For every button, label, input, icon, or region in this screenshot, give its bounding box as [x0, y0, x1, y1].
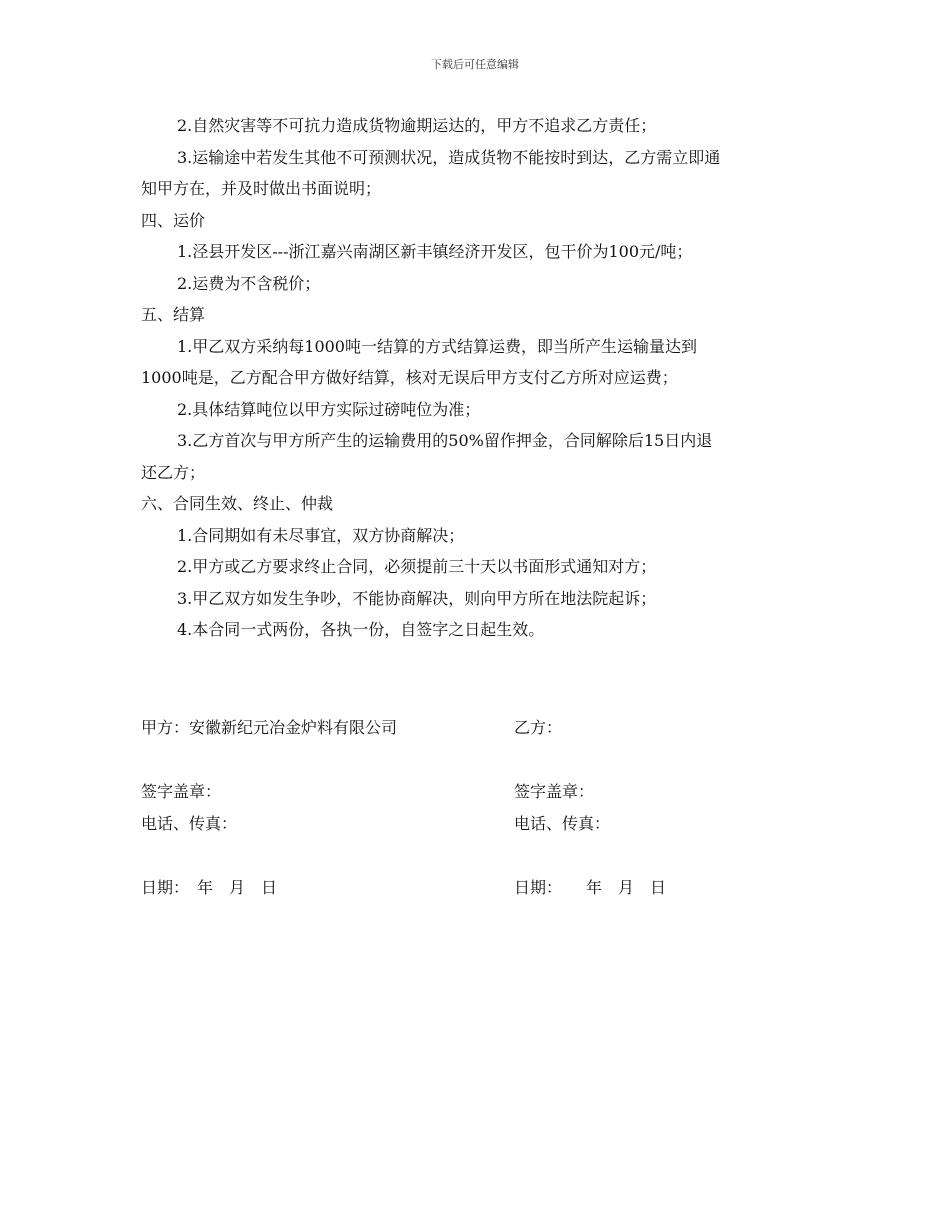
clause-line: 2.运费为不含税价； — [177, 273, 321, 293]
seal-row — [141, 776, 821, 808]
signature-block — [141, 712, 821, 897]
clause-line: 还乙方； — [141, 462, 206, 482]
clause-line: 2.甲方或乙方要求终止合同，必须提前三十天以书面形式通知对方； — [177, 557, 657, 576]
clause-line: 2.具体结算吨位以甲方实际过磅吨位为准； — [177, 399, 481, 419]
party-b-date: 日期： 年 月 日 — [514, 878, 667, 897]
party-a-date: 日期： 年 月 日 — [141, 878, 278, 897]
clause-line: 2.自然灾害等不可抗力造成货物逾期运达的，甲方不追求乙方责任； — [177, 116, 657, 135]
party-row — [141, 712, 821, 744]
clause-line: 1.泾县开发区---浙江嘉兴南湖区新丰镇经济开发区，包干价为100元/吨； — [177, 242, 693, 261]
clause-line: 1.合同期如有未尽事宜，双方协商解决； — [177, 525, 465, 545]
party-b-seal: 签字盖章： — [514, 782, 595, 801]
party-a-phone: 电话、传真： — [141, 814, 238, 833]
clause-line: 知甲方在，并及时做出书面说明； — [141, 179, 382, 198]
party-b-label: 乙方： — [514, 718, 563, 737]
contract-body — [141, 110, 821, 646]
clause-line: 3.乙方首次与甲方所产生的运输费用的50%留作押金，合同解除后15日内退 — [177, 431, 713, 450]
clause-line: 4.本合同一式两份，各执一份，自签字之日起生效。 — [177, 620, 545, 639]
party-a-label: 甲方：安徽新纪元冶金炉料有限公司 — [141, 718, 398, 737]
clause-line: 1000吨是，乙方配合甲方做好结算，核对无误后甲方支付乙方所对应运费； — [141, 368, 678, 387]
clause-line: 3.运输途中若发生其他不可预测状况，造成货物不能按时到达，乙方需立即通 — [177, 147, 721, 167]
clause-line: 1.甲乙双方采纳每1000吨一结算的方式结算运费，即当所产生运输量达到 — [177, 336, 697, 356]
section-heading: 四、运价 — [141, 210, 206, 230]
clause-line: 3.甲乙双方如发生争吵，不能协商解决，则向甲方所在地法院起诉； — [177, 588, 657, 608]
phone-row — [141, 808, 821, 840]
party-a-seal: 签字盖章： — [141, 782, 222, 801]
section-heading: 五、结算 — [141, 305, 206, 324]
date-row — [141, 872, 821, 904]
page-header: 下载后可任意编辑 — [431, 58, 519, 71]
party-b-phone: 电话、传真： — [514, 814, 611, 833]
section-heading: 六、合同生效、终止、仲裁 — [141, 494, 334, 513]
